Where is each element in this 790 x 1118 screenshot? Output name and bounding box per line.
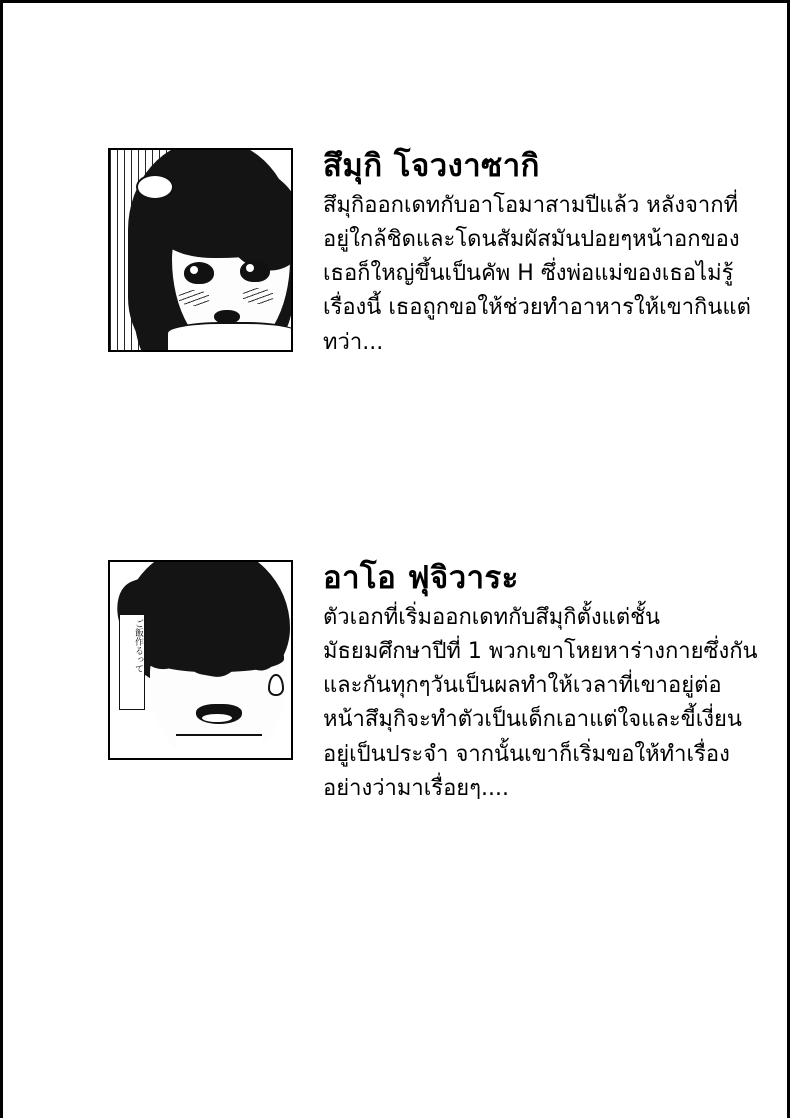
character-description: สึมุกิออกเดทกับอาโอมาสามปีแล้ว หลังจากที่อยู่ใกล้ชิดและโดนสัมผัสมันปอยๆหน้าอกของเธอก็ใหญ่ขึ้นเป็นคัพ H ซึ่งพ่อแม่ของเธอไม่รู้เรื่องนี้ เธอถูกขอให้ช่วยทำอาหารให้เขากินแต่ทว่า... [323, 193, 751, 355]
character-entry-tsumugi [108, 148, 763, 360]
eye-highlight [190, 266, 198, 274]
page-border-top [0, 0, 790, 3]
character-entry-ao [108, 560, 763, 806]
page-border-left [0, 0, 3, 1118]
eye-highlight [246, 264, 254, 272]
eye-right [240, 260, 270, 282]
character-text-block [323, 560, 763, 806]
character-text-block [323, 148, 763, 360]
hair-ribbon [136, 174, 174, 200]
mouth-highlight [202, 714, 232, 722]
sweat-drop [268, 674, 284, 696]
girl-portrait [108, 148, 293, 352]
blush-right [242, 288, 274, 304]
boy-portrait [108, 560, 293, 760]
character-name: สึมุกิ โจวงาซากิ [323, 148, 540, 184]
collar [168, 322, 293, 350]
eye-left [184, 262, 214, 284]
blush-left [178, 290, 210, 306]
character-name: อาโอ ฟุจิวาระ [323, 560, 519, 596]
panel-vertical-label: ご飯作るって [119, 614, 145, 710]
mouth [196, 704, 242, 724]
character-description: ตัวเอกที่เริ่มออกเดทกับสึมุกิตั้งแต่ชั้นมัธยมศึกษาปีที่ 1 พวกเขาโหยหาร่างกายซึ่งกันและกันทุกๆวันเป็นผลทำให้เวลาที่เขาอยู่ต่อหน้าสึมุกิจะทำตัวเป็นเด็กเอาแต่ใจและขี้เงี่ยนอยู่เป็นประจำ จากนั้นเขาก็เริ่มขอให้ทำเรื่องอย่างว่ามาเรื่อยๆ.... [323, 605, 758, 801]
neck [176, 734, 262, 758]
